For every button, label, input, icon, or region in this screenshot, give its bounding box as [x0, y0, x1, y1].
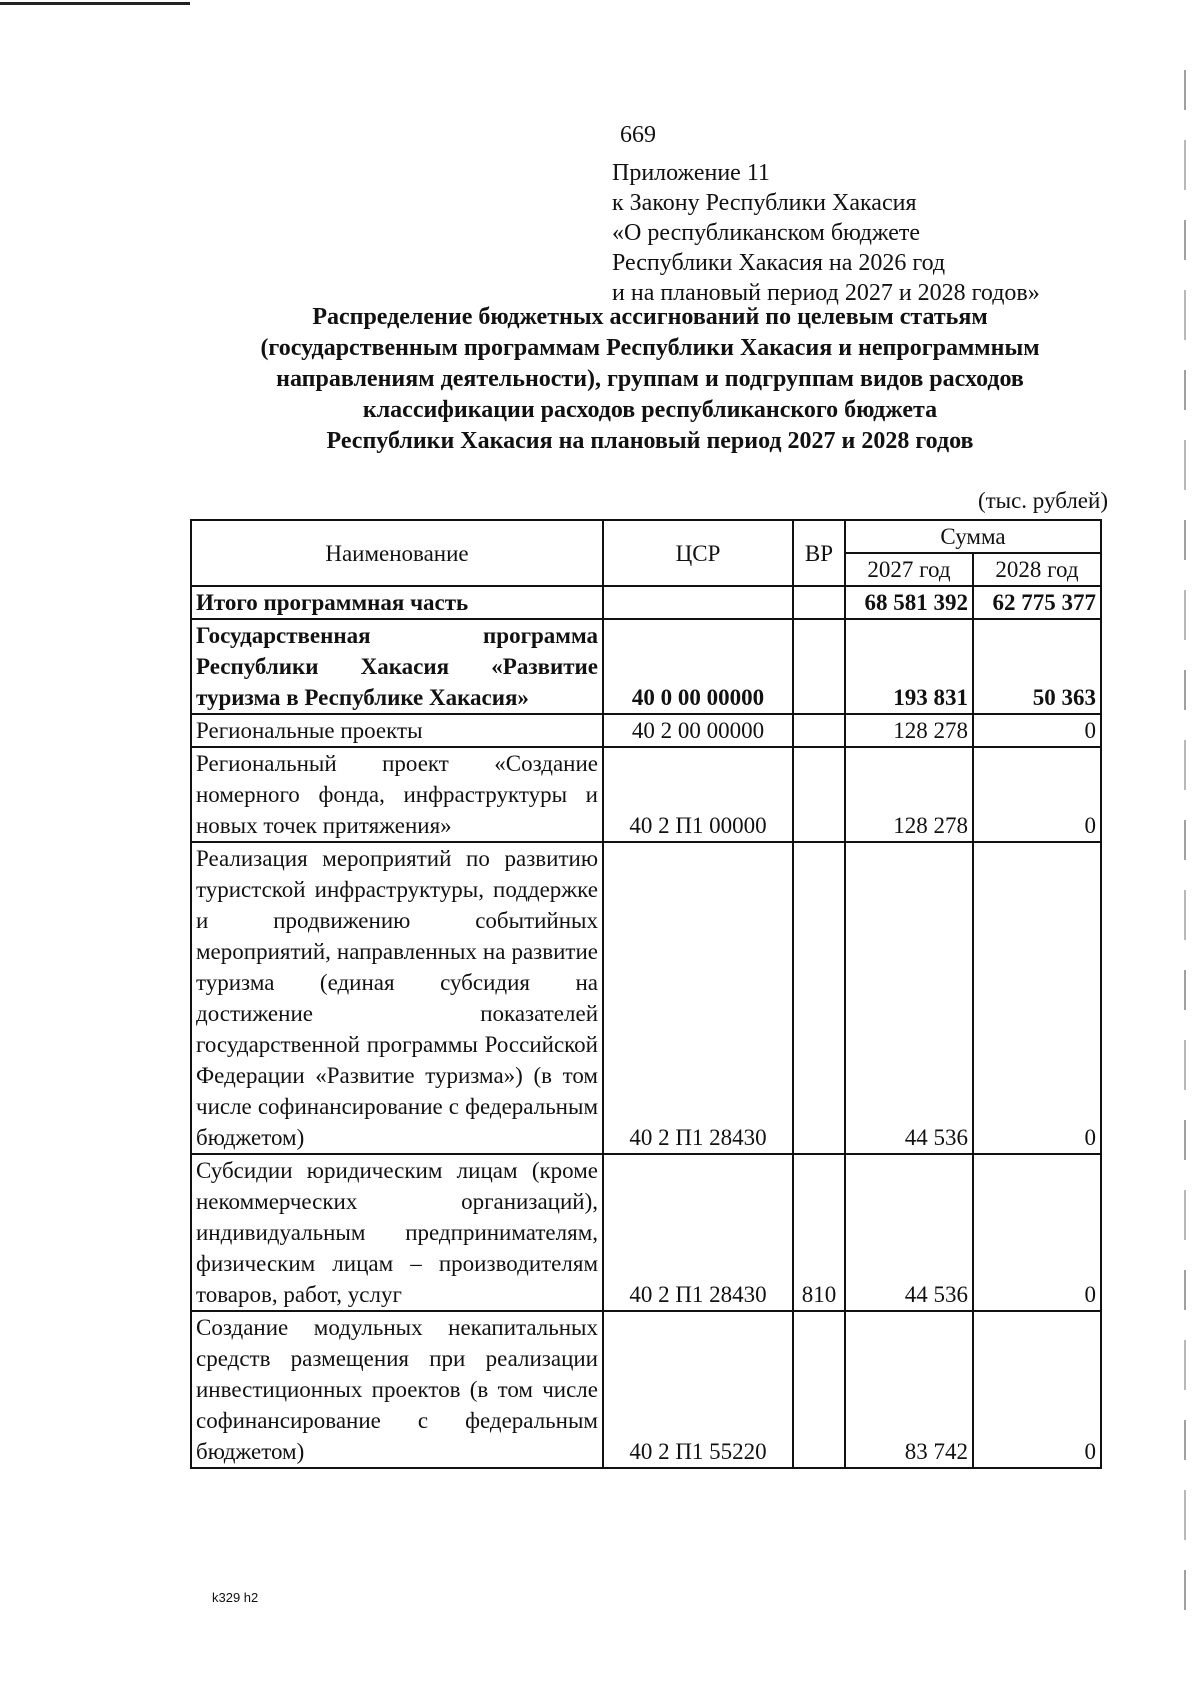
table-row	[191, 1154, 1101, 1311]
row-name-cell: Итого программная часть	[191, 586, 603, 619]
row-name-cell: Региональный проект «Создание номерного фонда, инфраструктуры и новых точек притяжения»	[191, 747, 603, 842]
page-number: 669	[620, 122, 656, 148]
title-line: Распределение бюджетных ассигнований по целевым статьям	[312, 304, 988, 330]
table-row	[191, 619, 1101, 714]
header-sum: Сумма	[845, 520, 1101, 553]
row-2027-cell: 128 278	[845, 747, 973, 842]
row-csr-cell: 40 2 П1 28430	[603, 1154, 793, 1311]
row-vr-cell	[793, 1311, 845, 1468]
row-name-cell: Государственная программа Республики Хакасия «Развитие туризма в Республике Хакасия»	[191, 619, 603, 714]
row-2028-cell: 0	[973, 747, 1101, 842]
header-year-2027: 2027 год	[845, 553, 973, 586]
row-2027-cell: 44 536	[845, 1154, 973, 1311]
row-vr-cell	[793, 714, 845, 747]
appendix-line: «О республиканском бюджете	[612, 220, 921, 246]
row-2028-cell: 0	[973, 714, 1101, 747]
title-line: Республики Хакасия на плановый период 2027 и 2028 годов	[326, 428, 974, 454]
appendix-line: Республики Хакасия на 2026 год	[612, 250, 946, 276]
row-csr-cell	[603, 586, 793, 619]
row-2028-cell: 0	[973, 1311, 1101, 1468]
header-name: Наименование	[191, 520, 603, 586]
header-csr: ЦСР	[603, 520, 793, 586]
header-vr: ВР	[793, 520, 845, 586]
row-2028-cell: 0	[973, 1154, 1101, 1311]
row-name-cell: Реализация мероприятий по развитию туристской инфраструктуры, поддержке и продвижению событийных мероприятий, направленных на развитие туризма (единая субсидия на достижение показателей государственной программы Российской Федерации «Развитие туризма») (в том числе софинансирование с федеральным бюджетом)	[191, 842, 603, 1154]
scan-artifact-line	[0, 2, 190, 5]
row-vr-cell	[793, 747, 845, 842]
row-name-cell: Субсидии юридическим лицам (кроме некоммерческих организаций), индивидуальным предпринимателям, физическим лицам – производителям товаров, работ, услуг	[191, 1154, 603, 1311]
row-2027-cell: 83 742	[845, 1311, 973, 1468]
title-line: классификации расходов республиканского бюджета	[362, 397, 938, 423]
title-line: (государственным программам Республики Хакасия и непрограммным	[260, 335, 1040, 361]
footer-code: k329 h2	[212, 1590, 259, 1605]
row-csr-cell: 40 2 П1 55220	[603, 1311, 793, 1468]
budget-table	[190, 519, 1102, 1469]
document-title	[200, 302, 1100, 457]
appendix-line: Приложение 11	[612, 160, 770, 186]
table-body	[191, 586, 1101, 1468]
row-2028-cell: 62 775 377	[973, 586, 1101, 619]
appendix-line: и на плановый период 2027 и 2028 годов»	[612, 280, 1040, 306]
row-name-cell: Создание модульных некапитальных средств размещения при реализации инвестиционных проектов (в том числе софинансирование с федеральным бюджетом)	[191, 1311, 603, 1468]
row-csr-cell: 40 2 П1 00000	[603, 747, 793, 842]
row-vr-cell: 810	[793, 1154, 845, 1311]
table-row	[191, 714, 1101, 747]
row-2027-cell: 68 581 392	[845, 586, 973, 619]
row-2028-cell: 50 363	[973, 619, 1101, 714]
title-line: направлениям деятельности), группам и подгруппам видов расходов	[276, 366, 1024, 392]
header-year-2028: 2028 год	[973, 553, 1101, 586]
row-vr-cell	[793, 842, 845, 1154]
row-2027-cell: 44 536	[845, 842, 973, 1154]
table-row	[191, 586, 1101, 619]
row-2027-cell: 193 831	[845, 619, 973, 714]
table-row	[191, 747, 1101, 842]
table-row	[191, 842, 1101, 1154]
row-csr-cell: 40 2 П1 28430	[603, 842, 793, 1154]
row-csr-cell: 40 0 00 00000	[603, 619, 793, 714]
row-2028-cell: 0	[973, 842, 1101, 1154]
appendix-block	[612, 158, 1040, 308]
units-label: (тыс. рублей)	[977, 488, 1108, 513]
row-name-cell: Региональные проекты	[191, 714, 603, 747]
appendix-line: к Закону Республики Хакасия	[612, 190, 917, 216]
row-vr-cell	[793, 619, 845, 714]
row-csr-cell: 40 2 00 00000	[603, 714, 793, 747]
table-header-row	[191, 520, 1101, 553]
scan-artifact-edge	[1184, 70, 1186, 1630]
table-row	[191, 1311, 1101, 1468]
row-vr-cell	[793, 586, 845, 619]
row-2027-cell: 128 278	[845, 714, 973, 747]
